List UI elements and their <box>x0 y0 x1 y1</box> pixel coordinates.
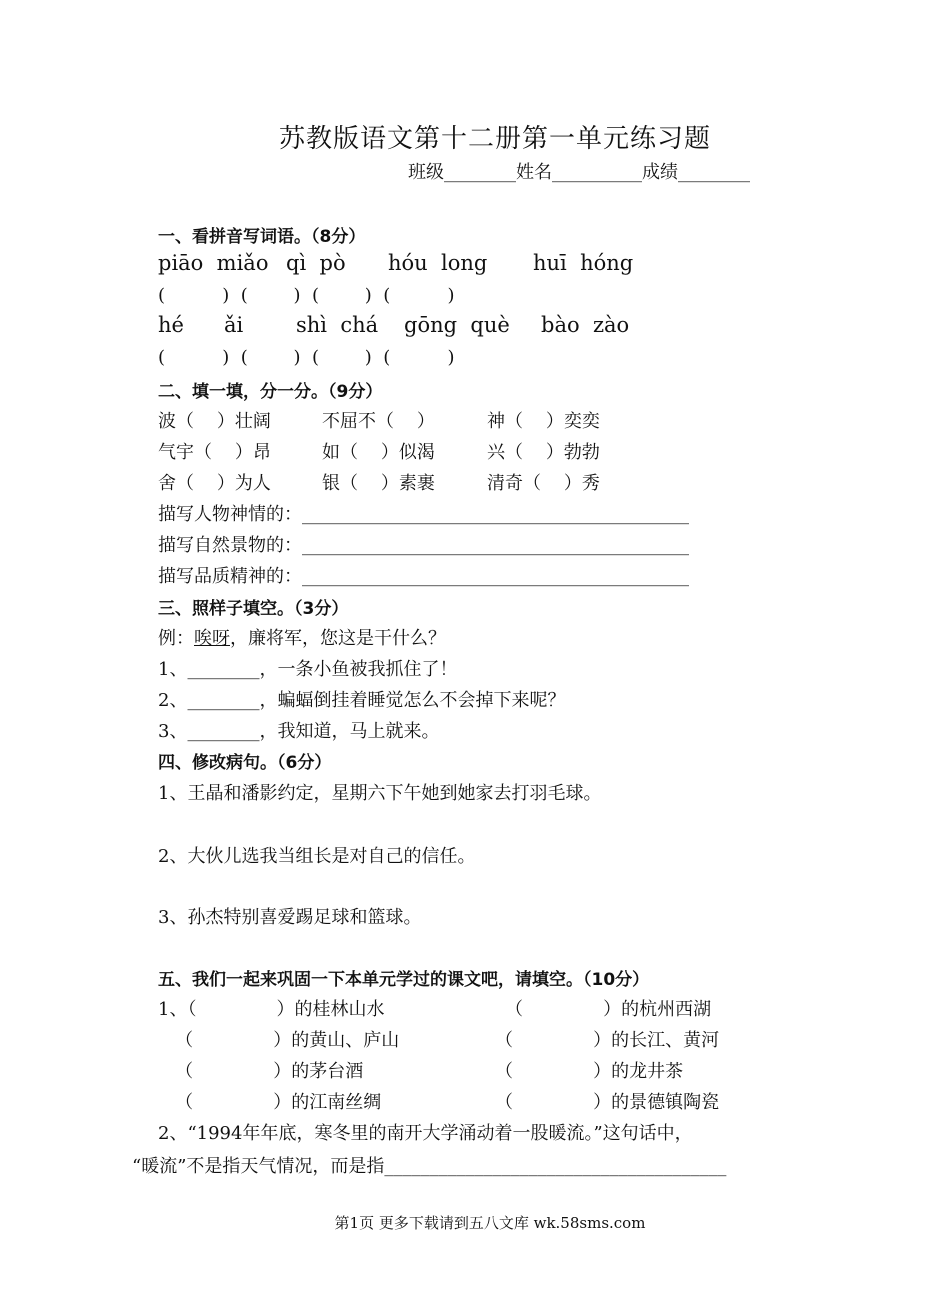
sentence-item: 3、孙杰特别喜爱踢足球和篮球。 <box>158 907 422 928</box>
idiom-item: 清奇（ ）秀 <box>487 473 600 494</box>
review-item: （ ）的黄山、庐山 <box>158 1030 400 1051</box>
review-item: （ ）的龙井茶 <box>495 1061 684 1082</box>
pinyin-4: huī hóng <box>533 251 634 275</box>
example-prefix: 例： <box>158 628 194 649</box>
question-2-line-1: 2、“1994年年底，寒冬里的南开大学涌动着一股暖流。”这句话中， <box>158 1123 693 1144</box>
pinyin-5: hé ǎi <box>158 313 244 337</box>
describe-line: 描写自然景物的：___________________________________________ <box>158 535 689 556</box>
pinyin-6: shì chá <box>296 313 379 337</box>
idiom-item: 银（ ）素裹 <box>322 473 435 494</box>
review-item: 1、（ ）的桂林山水 <box>158 999 385 1020</box>
example-line <box>158 624 446 650</box>
section-1-heading: 一、看拼音写词语。（8分） <box>158 227 366 247</box>
review-item: （ ）的杭州西湖 <box>505 999 712 1020</box>
pinyin-3: hóu long <box>388 251 488 275</box>
fill-item: 3、________，我知道，马上就来。 <box>158 721 440 742</box>
review-item: （ ）的江南丝绸 <box>158 1092 382 1113</box>
page-footer: 第1页 更多下载请到五八文库 wk.58sms.com <box>334 1214 646 1232</box>
section-4-heading: 四、修改病句。（6分） <box>158 753 332 773</box>
section-3-heading: 三、照样子填空。（3分） <box>158 599 349 619</box>
idiom-item: 波（ ）壮阔 <box>158 411 271 432</box>
pinyin-1: piāo miǎo <box>158 251 269 275</box>
idiom-item: 气宇（ ）昂 <box>158 442 271 463</box>
student-info-line: 班级________姓名__________成绩________ <box>408 162 750 183</box>
idiom-item: 舍（ ）为人 <box>158 473 271 494</box>
answer-blanks-row-1: ( ) ( ) ( ) ( ) <box>158 285 455 306</box>
idiom-item: 兴（ ）勃勃 <box>487 442 600 463</box>
pinyin-8: bào zào <box>541 313 630 337</box>
idiom-item: 如（ ）似渴 <box>322 442 435 463</box>
question-2-line-2: “暖流”不是指天气情况，而是指______________________________________ <box>132 1156 727 1177</box>
fill-item: 1、________，一条小鱼被我抓住了！ <box>158 659 458 680</box>
section-5-heading: 五、我们一起来巩固一下本单元学过的课文吧，请填空。（10分） <box>158 970 650 990</box>
pinyin-7: gōng què <box>404 313 510 337</box>
review-item: （ ）的长江、黄河 <box>495 1030 720 1051</box>
fill-item: 2、________，蝙蝠倒挂着睡觉怎么不会掉下来呢？ <box>158 690 566 711</box>
section-2-heading: 二、填一填，分一分。（9分） <box>158 382 383 402</box>
example-rest: ，廉将军，您这是干什么？ <box>230 628 446 649</box>
idiom-item: 神（ ）奕奕 <box>487 411 600 432</box>
answer-blanks-row-2: ( ) ( ) ( ) ( ) <box>158 347 455 368</box>
sentence-item: 1、王晶和潘影约定，星期六下午她到她家去打羽毛球。 <box>158 783 602 804</box>
review-item: （ ）的景德镇陶瓷 <box>495 1092 720 1113</box>
sentence-item: 2、大伙儿选我当组长是对自己的信任。 <box>158 846 476 867</box>
describe-line: 描写品质精神的：___________________________________________ <box>158 566 689 587</box>
idiom-item: 不屈不（ ） <box>322 411 435 432</box>
example-word: 唉呀 <box>194 628 230 649</box>
page-title: 苏教版语文第十二册第一单元练习题 <box>278 124 711 154</box>
review-item: （ ）的茅台酒 <box>158 1061 364 1082</box>
describe-line: 描写人物神情的：___________________________________________ <box>158 504 689 525</box>
pinyin-2: qì pò <box>286 251 346 275</box>
